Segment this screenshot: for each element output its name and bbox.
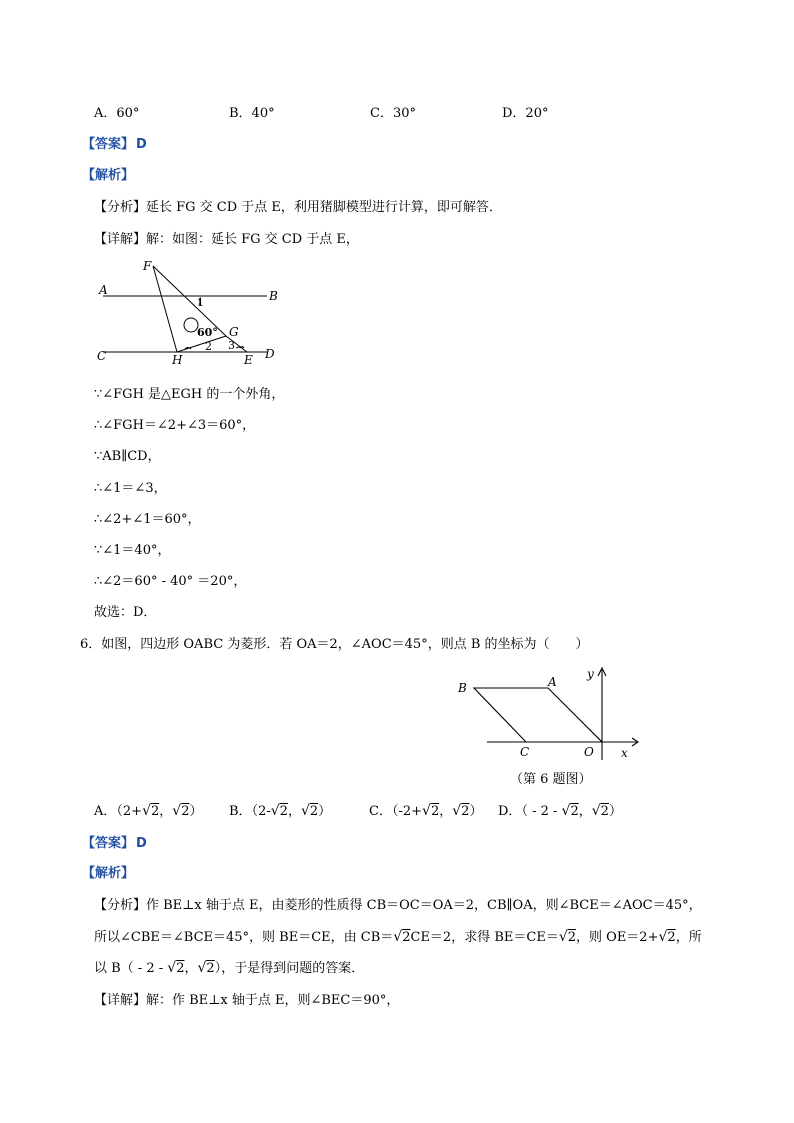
q5-analysis-heading: 【解析】: [82, 168, 135, 183]
label-o: O: [584, 745, 594, 759]
q6-detail-line: 【详解】解：作 BE⊥x 轴于点 E，则∠BEC＝90°，: [94, 993, 400, 1008]
q6-stem: 6．如图，四边形 OABC 为菱形．若 OA＝2，∠AOC＝45°，则点 B 的坐标为（ ）: [80, 637, 589, 652]
step-line: ∵∠FGH 是△EGH 的一个外角，: [94, 387, 285, 402]
step-line: ∵AB∥CD，: [94, 449, 161, 464]
q6-analysis-line-3: 以 B（ - 2 - √2，√2），于是得到问题的答案．: [94, 960, 365, 976]
q6-option-d: D．（ - 2 - √2，√2）: [498, 803, 622, 819]
q5-option-a: A．60°: [94, 106, 140, 121]
label-g: G: [229, 325, 239, 339]
q5-option-b: B．40°: [229, 106, 275, 121]
parallel-lines-figure: [95, 256, 295, 368]
answer-value: D: [136, 836, 147, 851]
label-h: H: [172, 353, 183, 367]
step-line: ∴∠2+∠1＝60°，: [94, 512, 201, 527]
label-x: x: [621, 746, 628, 760]
label-b: B: [269, 289, 278, 303]
label-angle-1: 1: [197, 296, 204, 309]
label-e: E: [244, 353, 253, 367]
step-line: ∴∠FGH＝∠2+∠3＝60°，: [94, 418, 256, 433]
q6-analysis-line-1: 【分析】作 BE⊥x 轴于点 E，由菱形的性质得 CB＝OC＝OA＝2，CB∥OA，则∠BCE＝∠AOC＝45°，: [94, 898, 702, 913]
q5-option-c: C．30°: [370, 106, 416, 121]
q6-option-b: B．（2-√2，√2）: [229, 803, 332, 819]
label-angle-2: 2: [205, 340, 212, 353]
step-line: ∴∠1＝∠3，: [94, 481, 167, 496]
rhombus-oabc: [474, 688, 602, 742]
q5-answer: 【答案】 D: [82, 137, 147, 152]
answer-label: 答案: [95, 137, 122, 152]
step-line: ∴∠2＝60° - 40° ＝20°，: [94, 574, 247, 589]
answer-label: 答案: [95, 836, 122, 851]
q5-option-d: D．20°: [502, 106, 549, 121]
label-d: D: [265, 347, 275, 361]
q5-detail-intro: 【详解】解：如图：延长 FG 交 CD 于点 E，: [94, 232, 359, 247]
q6-answer: 【答案】 D: [82, 836, 147, 851]
angle-marker-circle: [184, 318, 198, 332]
label-a: A: [548, 675, 557, 689]
label-angle-3: 3: [228, 339, 235, 352]
answer-value: D: [136, 137, 147, 152]
label-c: C: [97, 349, 107, 363]
figure-caption: （第 6 题图）: [510, 772, 592, 787]
step-line: ∵∠1＝40°，: [94, 543, 171, 558]
label-y: y: [587, 667, 594, 681]
q5-analysis-text: 【分析】延长 FG 交 CD 于点 E，利用猪脚模型进行计算，即可解答．: [94, 200, 502, 215]
label-f: F: [143, 259, 152, 273]
step-line: 故选：D．: [94, 605, 157, 620]
label-b: B: [458, 681, 467, 695]
q6-analysis-heading: 【解析】: [82, 866, 135, 881]
q6-option-c: C．（-2+√2，√2）: [369, 803, 483, 819]
q6-analysis-line-2: 所以∠CBE＝∠BCE＝45°，则 BE＝CE，由 CB＝√2CE＝2，求得 BE＝CE＝√2，则 OE＝2+√2，所: [94, 929, 702, 945]
q6-option-a: A．（2+√2，√2）: [94, 803, 203, 819]
label-a: A: [99, 283, 108, 297]
rhombus-coordinate-figure: [452, 662, 652, 766]
triangle-fgh: [153, 266, 226, 352]
label-c: C: [520, 745, 530, 759]
label-angle-60: 60°: [197, 326, 218, 339]
